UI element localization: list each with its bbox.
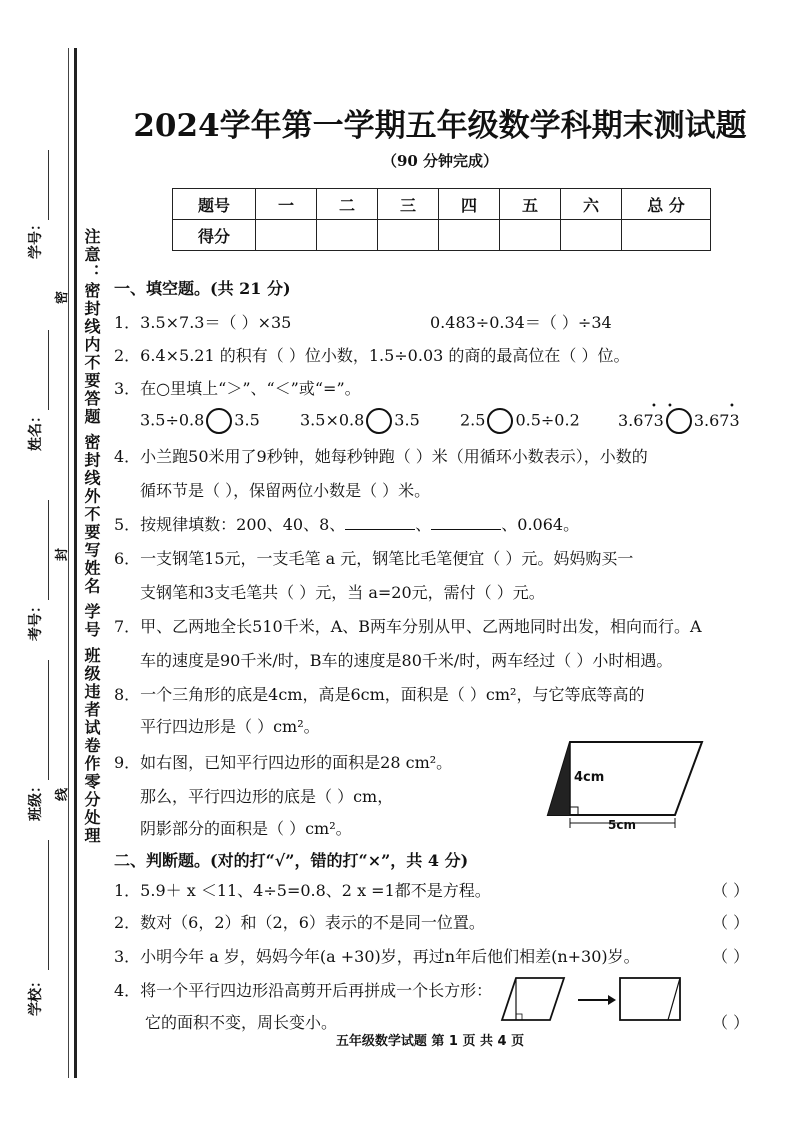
exam-duration: （90 分钟完成）	[381, 152, 499, 170]
q3-left-3: 2.5	[460, 410, 486, 430]
section1-heading: 一、填空题。(共 21 分)	[114, 279, 291, 298]
q3-right-3: 0.5÷0.2	[515, 410, 580, 430]
judge-item-2: 2．数对（6，2）和（2，6）表示的不是同一位置。	[114, 913, 485, 932]
rectangle-result	[620, 978, 680, 1020]
class-line[interactable]	[48, 660, 49, 780]
q3-left-2: 3.5×0.8	[300, 410, 365, 430]
student-id-line[interactable]	[48, 150, 49, 220]
school-label: 学校：	[28, 974, 44, 1016]
score-input-cell[interactable]	[378, 220, 439, 251]
compare-circle[interactable]	[206, 408, 232, 434]
q1-part-b: 0.483÷0.34＝（ ）÷34	[430, 313, 612, 332]
answer-paren-1[interactable]: （ ）	[712, 881, 750, 900]
q1-part-a: 1．3.5×7.3＝（ ）×35	[114, 313, 292, 332]
q3-right-2: 3.5	[394, 410, 420, 430]
cut-parallelogram-figure	[494, 974, 704, 1026]
arrow-head	[608, 995, 616, 1005]
seal-char-mi: 密	[55, 290, 71, 305]
exam-number-label: 考号：	[28, 599, 44, 641]
q9-line1: 9．如右图，已知平行四边形的面积是28 cm²。	[114, 753, 453, 772]
score-cell: 五	[500, 189, 561, 220]
compare-circle[interactable]	[366, 408, 392, 434]
q8-line2: 平行四边形是（ ）cm²。	[140, 717, 320, 736]
q7-line1: 7．甲、乙两地全长510千米，A、B两车分别从甲、乙两地同时出发，相向而行。A	[114, 617, 702, 636]
school-line[interactable]	[48, 840, 49, 970]
q5-blank-1[interactable]	[345, 517, 415, 530]
q6-line1: 6．一支钢笔15元，一支毛笔 a 元，钢笔比毛笔便宜（ ）元。妈妈购买一	[114, 549, 634, 568]
q3-compare-1	[140, 408, 260, 434]
score-input-cell[interactable]	[439, 220, 500, 251]
exam-title: 2024学年第一学期五年级数学科期末测试题	[133, 108, 747, 144]
judge-item-1: 1．5.9＋ x ＜11、4÷5=0.8、2 x =1都不是方程。	[114, 881, 491, 900]
page-footer: 五年级数学试题 第 1 页 共 4 页	[335, 1034, 525, 1049]
score-cell: 六	[561, 189, 622, 220]
name-line[interactable]	[48, 330, 49, 410]
score-input-cell[interactable]	[317, 220, 378, 251]
q2: 2．6.4×5.21 的积有（ ）位小数，1.5÷0.03 的商的最高位在（ ）位。	[114, 346, 630, 365]
q5-blank-2[interactable]	[431, 517, 501, 530]
recurring-dot: •	[667, 401, 673, 412]
answer-paren-4[interactable]: （ ）	[712, 1013, 750, 1032]
class-label: 班级：	[28, 779, 44, 821]
q7-line2: 车的速度是90千米/时，B车的速度是80千米/时，两车经过（ ）小时相遇。	[140, 651, 673, 670]
score-cell: 一	[256, 189, 317, 220]
joined-seam	[668, 978, 680, 1020]
q3-left-4: 3.673	[618, 410, 664, 430]
small-parallelogram	[502, 978, 564, 1020]
exam-number-line[interactable]	[48, 500, 49, 600]
q3-compare-3	[460, 408, 580, 434]
score-cell: 题号	[173, 189, 256, 220]
score-table	[172, 188, 711, 251]
compare-circle[interactable]	[487, 408, 513, 434]
student-id-label: 学号：	[28, 217, 44, 259]
q5-sep: 、	[415, 515, 432, 534]
seal-char-feng: 封	[55, 547, 71, 562]
score-input-cell[interactable]	[561, 220, 622, 251]
q3-right-1: 3.5	[234, 410, 260, 430]
q4-line1: 4．小兰跑50米用了9秒钟，她每秒钟跑（ ）米（用循环小数表示），小数的	[114, 447, 648, 466]
recurring-dot: •	[729, 401, 735, 412]
answer-paren-3[interactable]: （ ）	[712, 947, 750, 966]
score-table-score-row	[173, 220, 711, 251]
score-table-header-row	[173, 189, 711, 220]
q5-end: 、0.064。	[501, 515, 580, 534]
figure-base-label: 5cm	[608, 818, 636, 832]
judge-item-4: 4．将一个平行四边形沿高剪开后再拼成一个长方形：	[114, 981, 493, 1000]
score-input-cell[interactable]	[622, 220, 711, 251]
q5	[114, 512, 579, 535]
answer-paren-2[interactable]: （ ）	[712, 913, 750, 932]
q9-line2: 那么，平行四边形的底是（ ）cm，	[140, 787, 394, 806]
q3-compare-2	[300, 408, 420, 434]
score-cell: 二	[317, 189, 378, 220]
binding-notice: 注意：密封线内不要答题 密封线外不要写姓名 学号 班级违者试卷作零分处理	[82, 228, 101, 845]
q6-line2: 支钢笔和3支毛笔共（ ）元，当 a=20元，需付（ ）元。	[140, 583, 545, 602]
binding-line-thin	[68, 48, 69, 1078]
q4-line2: 循环节是（ ），保留两位小数是（ ）米。	[140, 481, 431, 500]
q8-line1: 8．一个三角形的底是4cm，高是6cm，面积是（ ）cm²，与它等底等高的	[114, 685, 645, 704]
judge-item-4-line2: 它的面积不变，周长变小。	[145, 1013, 338, 1032]
figure-height-label: 4cm	[574, 770, 605, 785]
score-cell: 三	[378, 189, 439, 220]
judge-item-3: 3．小明今年 a 岁，妈妈今年(a +30)岁，再过n年后他们相差(n+30)岁。	[114, 947, 640, 966]
name-label: 姓名：	[28, 409, 44, 451]
binding-line	[74, 48, 77, 1078]
q5-text: 5．按规律填数：200、40、8、	[114, 515, 346, 534]
q3-right-4: 3.673	[693, 410, 740, 430]
q3-left-1: 3.5÷0.8	[140, 410, 205, 430]
score-input-cell[interactable]	[256, 220, 317, 251]
score-cell: 四	[439, 189, 500, 220]
recurring-dot: •	[651, 401, 657, 412]
section2-heading: 二、判断题。(对的打“√”，错的打“×”，共 4 分)	[114, 851, 469, 870]
score-cell: 总 分	[622, 189, 711, 220]
score-row-label: 得分	[173, 220, 256, 251]
q3-compare-4	[618, 408, 740, 434]
right-angle-mark	[570, 807, 578, 815]
q9-line3: 阴影部分的面积是（ ）cm²。	[140, 819, 352, 838]
parallelogram-outline	[548, 742, 702, 815]
right-angle-mark	[516, 1014, 522, 1020]
q3: 3．在○里填上“＞”、“＜”或“=”。	[114, 379, 361, 398]
score-input-cell[interactable]	[500, 220, 561, 251]
seal-char-xian: 线	[55, 787, 71, 802]
